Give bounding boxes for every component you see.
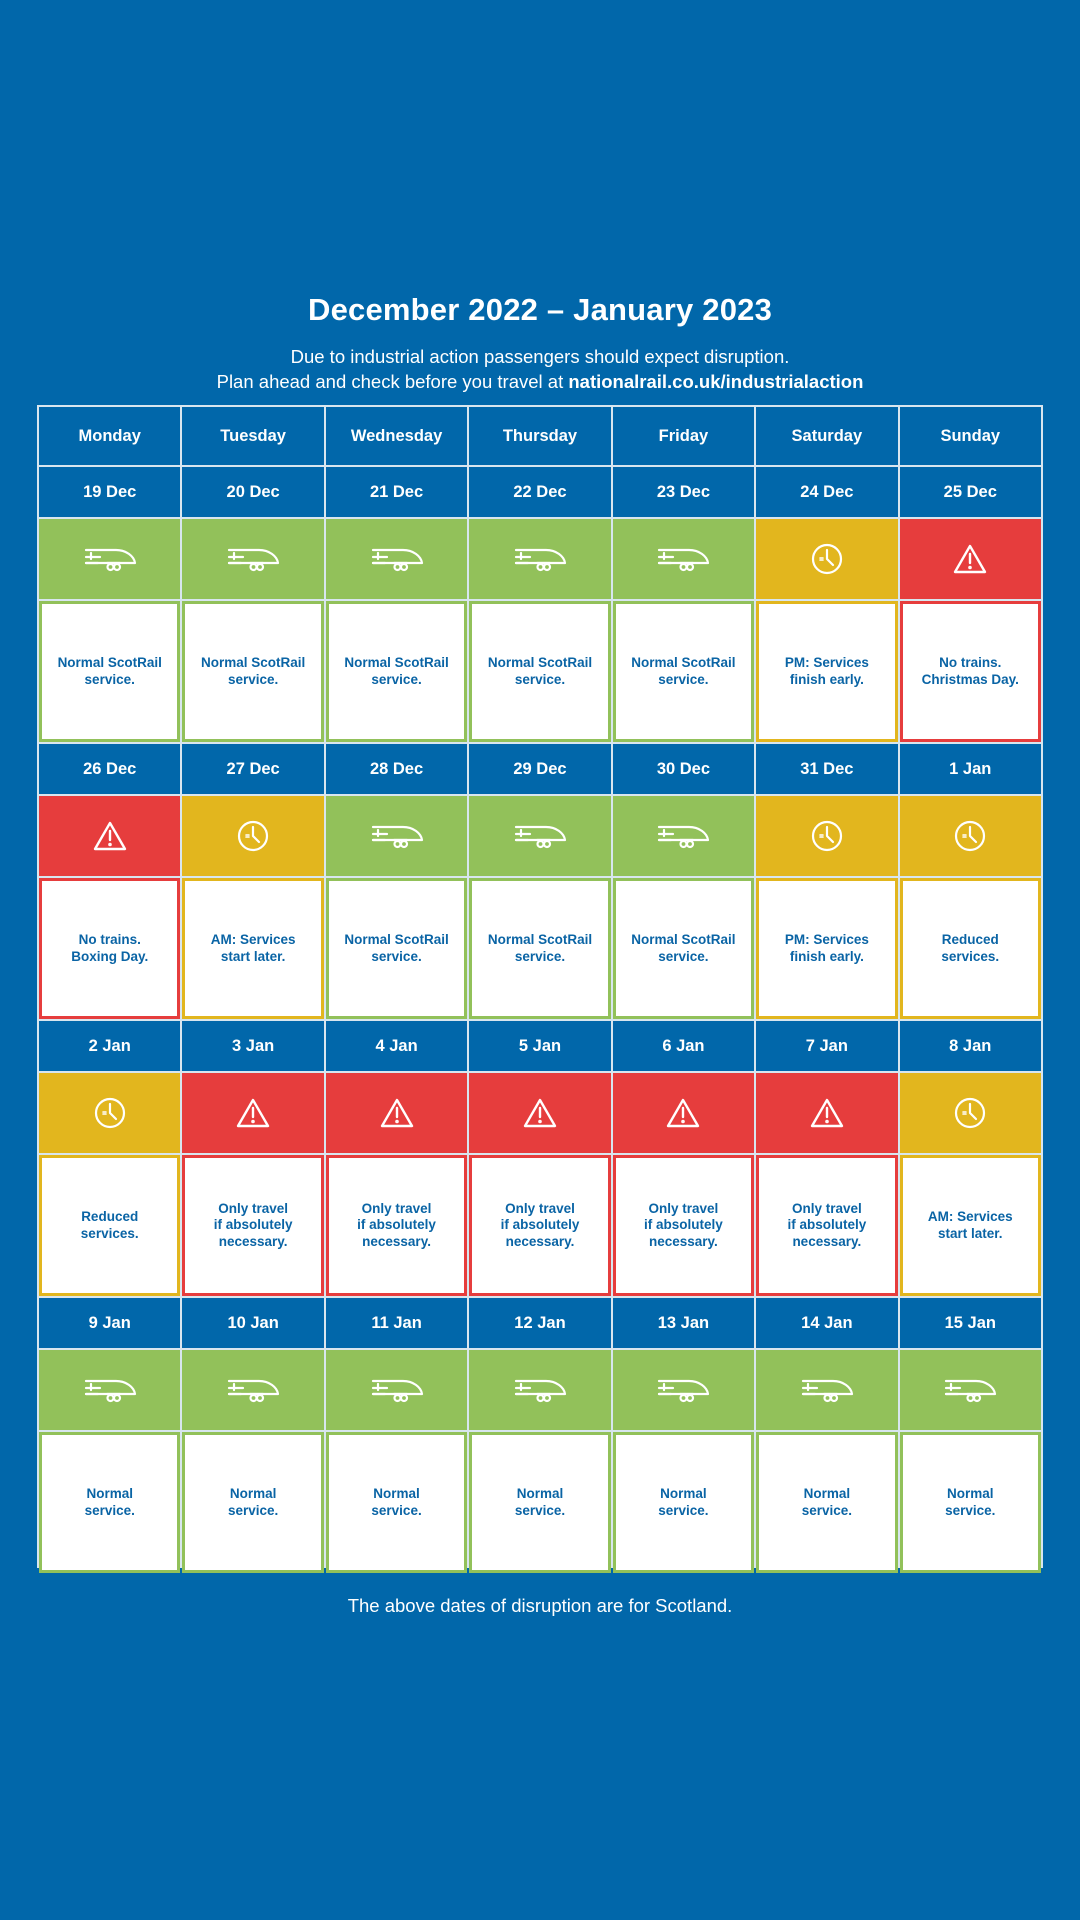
date-label: 22 Dec [469,467,610,517]
status-icon-cell [182,519,323,599]
train-icon [369,544,425,574]
date-label: 1 Jan [900,744,1041,794]
status-icon-cell [613,1073,754,1153]
status-icon-cell [756,1350,897,1430]
weekday-header-monday: Monday [39,407,180,465]
date-label: 2 Jan [39,1021,180,1071]
service-status-text: Normal ScotRail service. [326,601,467,742]
date-label: 9 Jan [39,1298,180,1348]
status-icon-cell [900,1350,1041,1430]
status-icon-cell [182,1073,323,1153]
status-icon-cell [326,796,467,876]
service-status-text: Normal ScotRail service. [39,601,180,742]
service-status-text: Normal ScotRail service. [469,601,610,742]
train-icon [655,1375,711,1405]
date-label: 24 Dec [756,467,897,517]
warning-icon [809,1097,845,1129]
service-status-text: Normal service. [900,1432,1041,1573]
train-icon [799,1375,855,1405]
status-icon-cell [326,1073,467,1153]
service-status-text: Only travel if absolutely necessary. [756,1155,897,1296]
date-label: 27 Dec [182,744,323,794]
service-status-text: Only travel if absolutely necessary. [326,1155,467,1296]
clock-icon [953,819,987,853]
service-status-text: Normal ScotRail service. [469,878,610,1019]
date-label: 6 Jan [613,1021,754,1071]
warning-icon [522,1097,558,1129]
train-icon [512,821,568,851]
warning-icon [379,1097,415,1129]
train-icon [512,544,568,574]
train-icon [942,1375,998,1405]
date-label: 12 Jan [469,1298,610,1348]
train-icon [82,544,138,574]
warning-icon [665,1097,701,1129]
date-label: 14 Jan [756,1298,897,1348]
subtitle [0,344,1080,394]
status-icon-cell [613,519,754,599]
service-status-text: Only travel if absolutely necessary. [182,1155,323,1296]
service-status-text: Normal service. [756,1432,897,1573]
service-status-text: Normal service. [39,1432,180,1573]
weekday-header-saturday: Saturday [756,407,897,465]
status-icon-cell [326,519,467,599]
train-icon [655,821,711,851]
status-icon-cell [469,1073,610,1153]
train-icon [225,1375,281,1405]
status-icon-cell [613,1350,754,1430]
clock-icon [810,819,844,853]
date-label: 8 Jan [900,1021,1041,1071]
warning-icon [952,543,988,575]
train-icon [512,1375,568,1405]
status-icon-cell [469,519,610,599]
service-status-text: Reduced services. [39,1155,180,1296]
status-icon-cell [39,1350,180,1430]
train-icon [369,1375,425,1405]
date-label: 13 Jan [613,1298,754,1348]
status-icon-cell [613,796,754,876]
service-status-text: No trains. Christmas Day. [900,601,1041,742]
header [0,290,1080,394]
service-status-text: AM: Services start later. [182,878,323,1019]
service-status-text: Normal ScotRail service. [182,601,323,742]
clock-icon [236,819,270,853]
date-label: 21 Dec [326,467,467,517]
status-icon-cell [326,1350,467,1430]
status-icon-cell [182,1350,323,1430]
date-label: 29 Dec [469,744,610,794]
service-status-text: AM: Services start later. [900,1155,1041,1296]
date-label: 3 Jan [182,1021,323,1071]
status-icon-cell [756,1073,897,1153]
weekday-header-wednesday: Wednesday [326,407,467,465]
train-icon [225,544,281,574]
service-status-text: Normal ScotRail service. [613,601,754,742]
date-label: 31 Dec [756,744,897,794]
date-label: 26 Dec [39,744,180,794]
weekday-header-tuesday: Tuesday [182,407,323,465]
status-icon-cell [469,796,610,876]
date-label: 5 Jan [469,1021,610,1071]
status-icon-cell [900,796,1041,876]
weekday-header-thursday: Thursday [469,407,610,465]
plan-ahead-text: Plan ahead and check before you travel at [216,371,569,392]
train-icon [655,544,711,574]
weekday-header-friday: Friday [613,407,754,465]
service-status-text: Normal ScotRail service. [326,878,467,1019]
service-status-text: Normal service. [182,1432,323,1573]
status-icon-cell [39,796,180,876]
status-icon-cell [182,796,323,876]
service-status-text: PM: Services finish early. [756,601,897,742]
clock-icon [93,1096,127,1130]
clock-icon [953,1096,987,1130]
weekday-header-sunday: Sunday [900,407,1041,465]
service-status-text: Normal service. [613,1432,754,1573]
status-icon-cell [469,1350,610,1430]
status-icon-cell [756,519,897,599]
service-status-text: PM: Services finish early. [756,878,897,1019]
warning-icon [235,1097,271,1129]
date-label: 4 Jan [326,1021,467,1071]
page-title: December 2022 – January 2023 [307,292,773,327]
warning-icon [92,820,128,852]
date-label: 15 Jan [900,1298,1041,1348]
footer-note: The above dates of disruption are for Scotland. [347,1595,733,1616]
date-label: 28 Dec [326,744,467,794]
status-icon-cell [900,1073,1041,1153]
service-status-text: Reduced services. [900,878,1041,1019]
service-status-text: Only travel if absolutely necessary. [613,1155,754,1296]
disruption-calendar [37,405,1043,1568]
date-label: 20 Dec [182,467,323,517]
status-icon-cell [39,1073,180,1153]
train-icon [82,1375,138,1405]
service-status-text: Normal ScotRail service. [613,878,754,1019]
industrial-action-link[interactable]: nationalrail.co.uk/industrialaction [568,371,864,392]
train-icon [369,821,425,851]
service-status-text: No trains. Boxing Day. [39,878,180,1019]
date-label: 11 Jan [326,1298,467,1348]
date-label: 30 Dec [613,744,754,794]
disruption-notice: Due to industrial action passengers should expect disruption. [290,346,790,367]
status-icon-cell [900,519,1041,599]
service-status-text: Only travel if absolutely necessary. [469,1155,610,1296]
date-label: 10 Jan [182,1298,323,1348]
date-label: 23 Dec [613,467,754,517]
clock-icon [810,542,844,576]
date-label: 25 Dec [900,467,1041,517]
status-icon-cell [756,796,897,876]
service-status-text: Normal service. [469,1432,610,1573]
date-label: 7 Jan [756,1021,897,1071]
status-icon-cell [39,519,180,599]
date-label: 19 Dec [39,467,180,517]
service-status-text: Normal service. [326,1432,467,1573]
plan-ahead-line [0,369,1080,394]
